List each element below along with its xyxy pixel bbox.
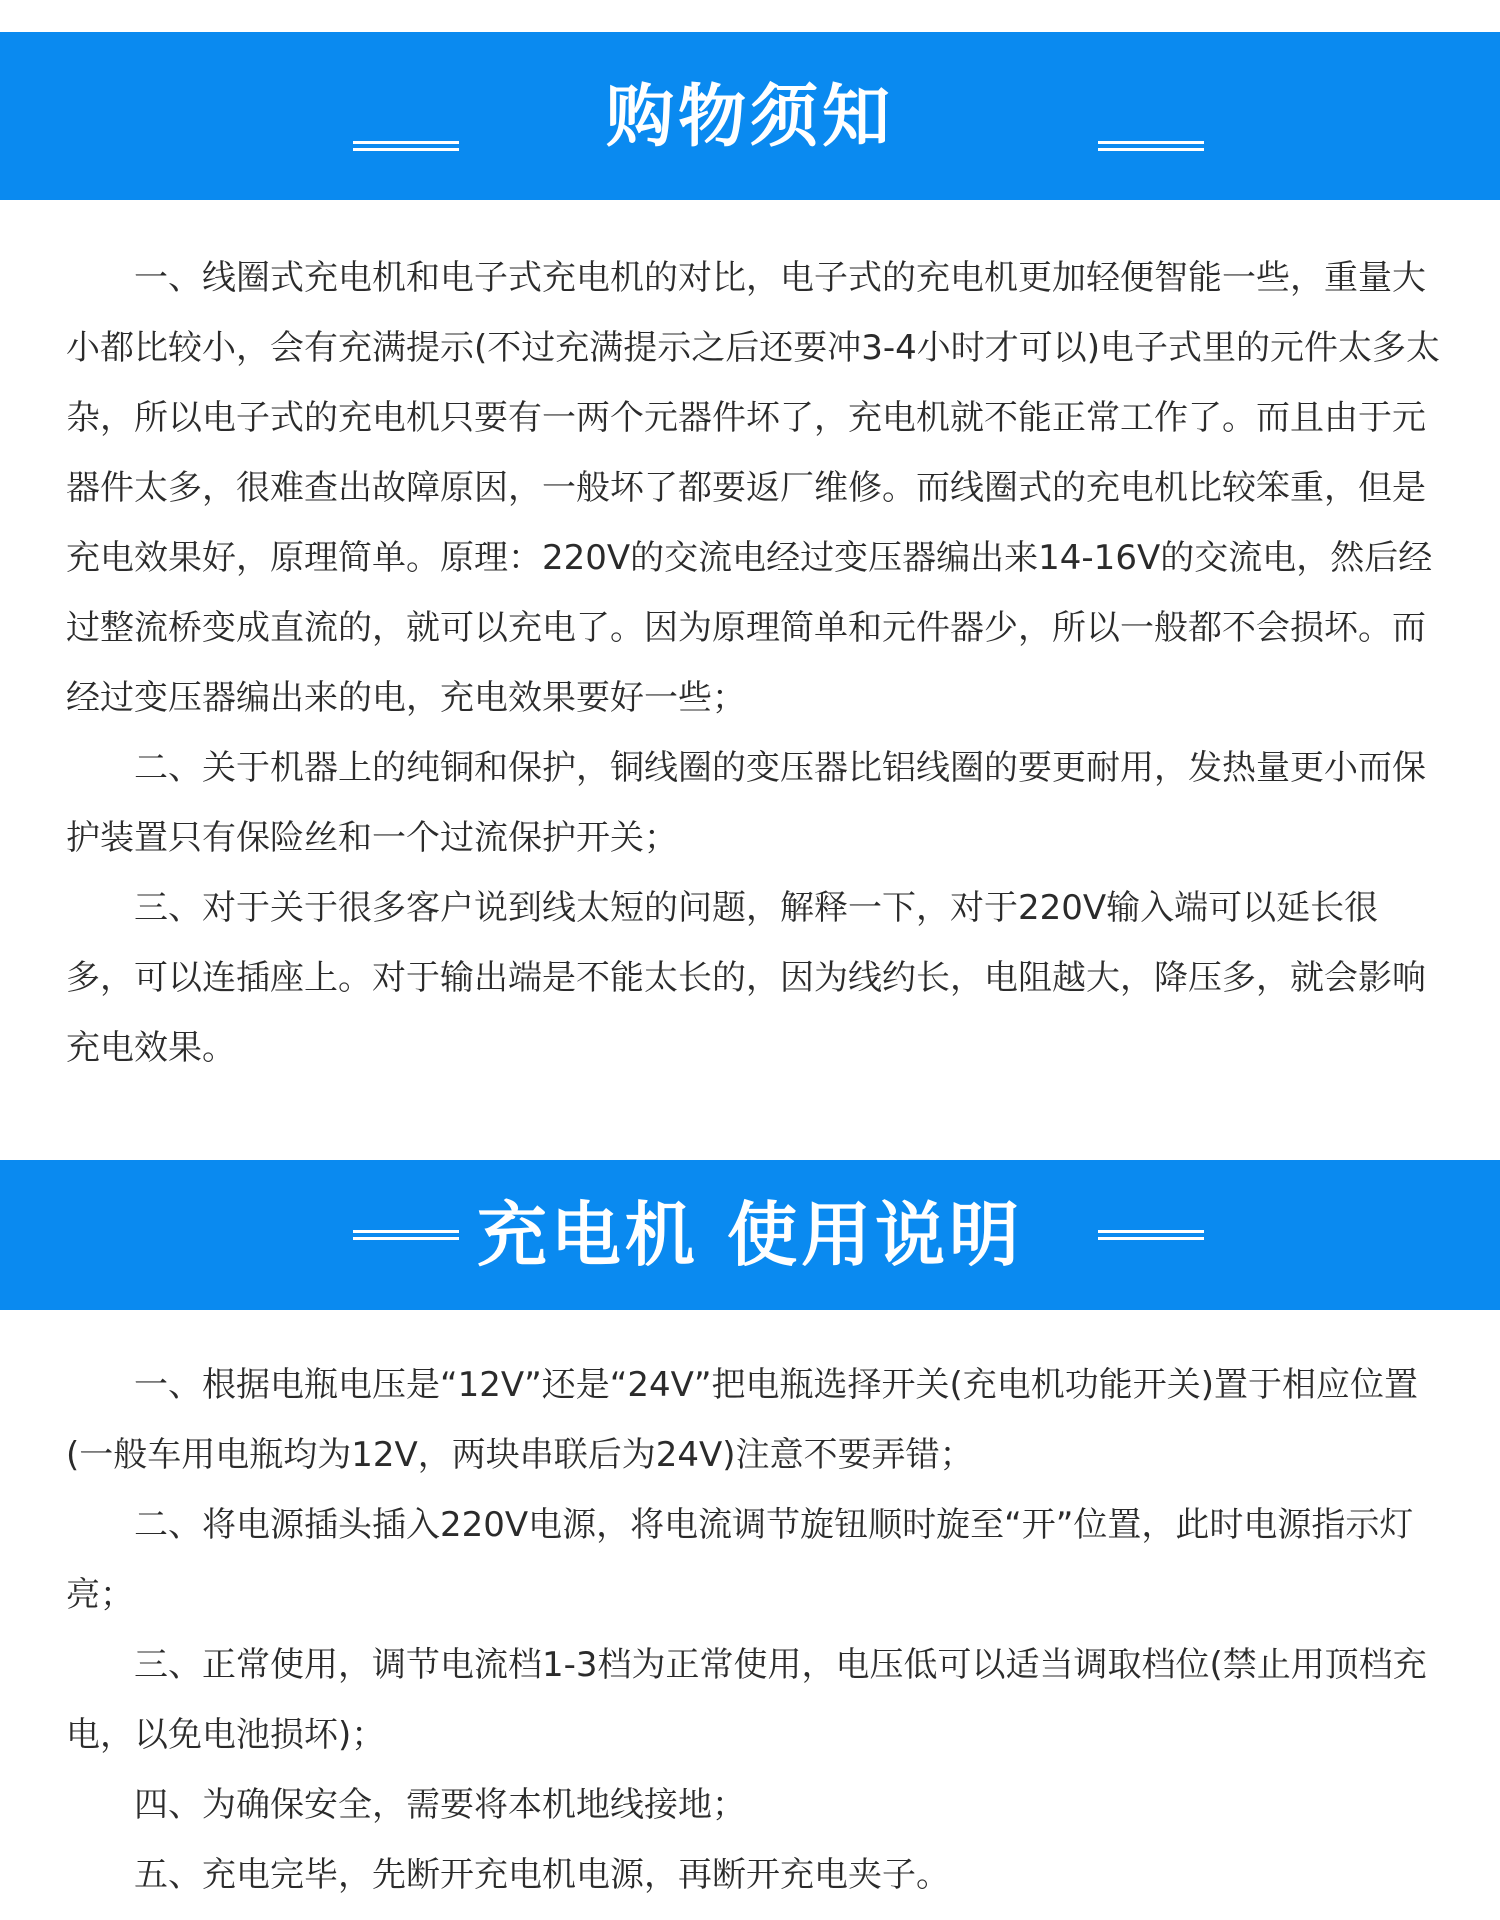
charger-usage-title: 充电机 使用说明	[476, 1194, 1024, 1276]
charger-usage-banner	[0, 1160, 1500, 1310]
usage-step-2: 二、将电源插头插入220V电源，将电流调节旋钮顺时旋至“开”位置，此时电源指示灯亮；	[66, 1505, 1414, 1615]
notice-paragraph-3: 三、对于关于很多客户说到线太短的问题，解释一下，对于220V输入端可以延长很多，可以连插座上。对于输出端是不能太长的，因为线约长，电阻越大，降压多，就会影响充电效果。	[66, 888, 1426, 1068]
decorative-double-line-right	[1098, 141, 1204, 151]
usage-step-4: 四、为确保安全，需要将本机地线接地；	[134, 1785, 746, 1825]
charger-usage-content	[66, 1350, 1446, 1910]
usage-step-3: 三、正常使用，调节电流档1-3档为正常使用，电压低可以适当调取档位(禁止用顶档充电，以免电池损坏)；	[66, 1645, 1427, 1755]
notice-paragraph-1: 一、线圈式充电机和电子式充电机的对比，电子式的充电机更加轻便智能一些，重量大小都比较小，会有充满提示(不过充满提示之后还要冲3-4小时才可以)电子式里的元件太多太杂，所以电子式的充电机只要有一两个元器件坏了，充电机就不能正常工作了。而且由于元器件太多，很难查出故障原因，一般坏了都要返厂维修。而线圈式的充电机比较笨重，但是充电效果好，原理简单。原理：220V的交流电经过变压器编出来14-16V的交流电，然后经过整流桥变成直流的，就可以充电了。因为原理简单和元件器少，所以一般都不会损坏。而经过变压器编出来的电，充电效果要好一些；	[66, 258, 1441, 718]
notice-paragraph-2: 二、关于机器上的纯铜和保护，铜线圈的变压器比铝线圈的要更耐用，发热量更小而保护装置只有保险丝和一个过流保护开关；	[66, 748, 1426, 858]
usage-step-1: 一、根据电瓶电压是“12V”还是“24V”把电瓶选择开关(充电机功能开关)置于相应位置(一般车用电瓶均为12V，两块串联后为24V)注意不要弄错；	[66, 1365, 1419, 1475]
shopping-notice-content	[66, 243, 1446, 1083]
usage-step-5: 五、充电完毕，先断开充电机电源，再断开充电夹子。	[134, 1855, 950, 1895]
shopping-notice-title: 购物须知	[605, 78, 894, 157]
decorative-double-line-right	[1098, 1230, 1204, 1240]
shopping-notice-banner	[0, 32, 1500, 200]
